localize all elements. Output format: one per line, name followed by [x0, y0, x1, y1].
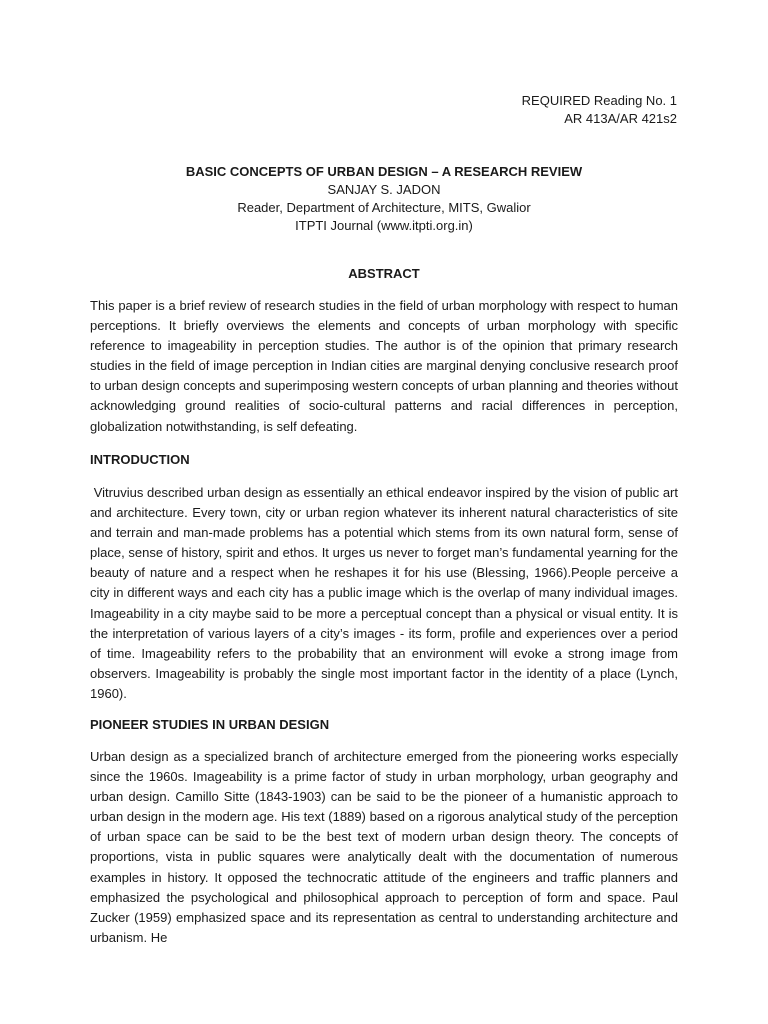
course-reference [522, 92, 677, 128]
introduction-text: Vitruvius described urban design as essentially an ethical endeavor inspired by the vision of public art and architecture. Every town, city or urban region whatever its inherent natural characteristics of site and terrain and man-made problems has a potential which stems from its own natural form, sense of place, sense of history, spirit and ethos. It urges us never to forget man’s fundamental yearning for the beauty of nature and a respect when he reshapes it for his use (Blessing, 1966).People perceive a city in different ways and each city has a public image which is the overlap of many individual images. Imageability in a city maybe said to be more a perceptual concept than a physical or visual entity. It is the interpretation of various layers of a city’s images - its form, profile and experiences over a period of time. Imageability refers to the probability that an environment will evoke a strong image from observers. Imageability is probably the single most important factor in the identity of a place (Lynch, 1960). [90, 485, 678, 701]
author-affiliation: Reader, Department of Architecture, MITS, Gwalior [237, 200, 531, 215]
abstract-heading: ABSTRACT [348, 266, 420, 281]
paper-title: BASIC CONCEPTS OF URBAN DESIGN – A RESEARCH REVIEW [185, 164, 583, 179]
journal-name: ITPTI Journal (www.itpti.org.in) [295, 218, 473, 233]
course-code: AR 413A/AR 421s2 [564, 111, 677, 126]
abstract-text: This paper is a brief review of research studies in the field of urban morphology with respect to human perceptions. It briefly overviews the elements and concepts of urban morphology with specific reference to imageability in perception studies. The author is of the opinion that primary research studies in the field of image perception in Indian cities are marginal denying conclusive research proof to urban design concepts and superimposing western concepts of urban planning and theories without acknowledging ground realities of socio-cultural patterns and racial differences in perception, globalization notwithstanding, is self defeating. [90, 298, 678, 434]
pioneer-studies-text: Urban design as a specialized branch of architecture emerged from the pioneering works especially since the 1960s. Imageability is a prime factor of study in urban morphology, urban geography and urban design. Camillo Sitte (1843-1903) can be said to be the pioneer of a humanistic approach to urban design in the modern age. His text (1889) based on a rigorous analytical study of the perception of urban space can be said to be the best text of modern urban design theory. The concepts of proportions, vista in public squares were analytically dealt with the documentation of numerous examples in history. It opposed the technocratic attitude of the engineers and traffic planners and emphasized the psychological and philosophical approach to perception of form and space. Paul Zucker (1959) emphasized space and its representation as central to understanding architecture and urbanism. He [90, 749, 678, 945]
reading-number: REQUIRED Reading No. 1 [521, 93, 677, 108]
title-block [0, 163, 768, 235]
introduction-heading: INTRODUCTION [90, 452, 190, 467]
author-name: SANJAY S. JADON [327, 182, 441, 197]
pioneer-studies-heading: PIONEER STUDIES IN URBAN DESIGN [90, 717, 330, 732]
